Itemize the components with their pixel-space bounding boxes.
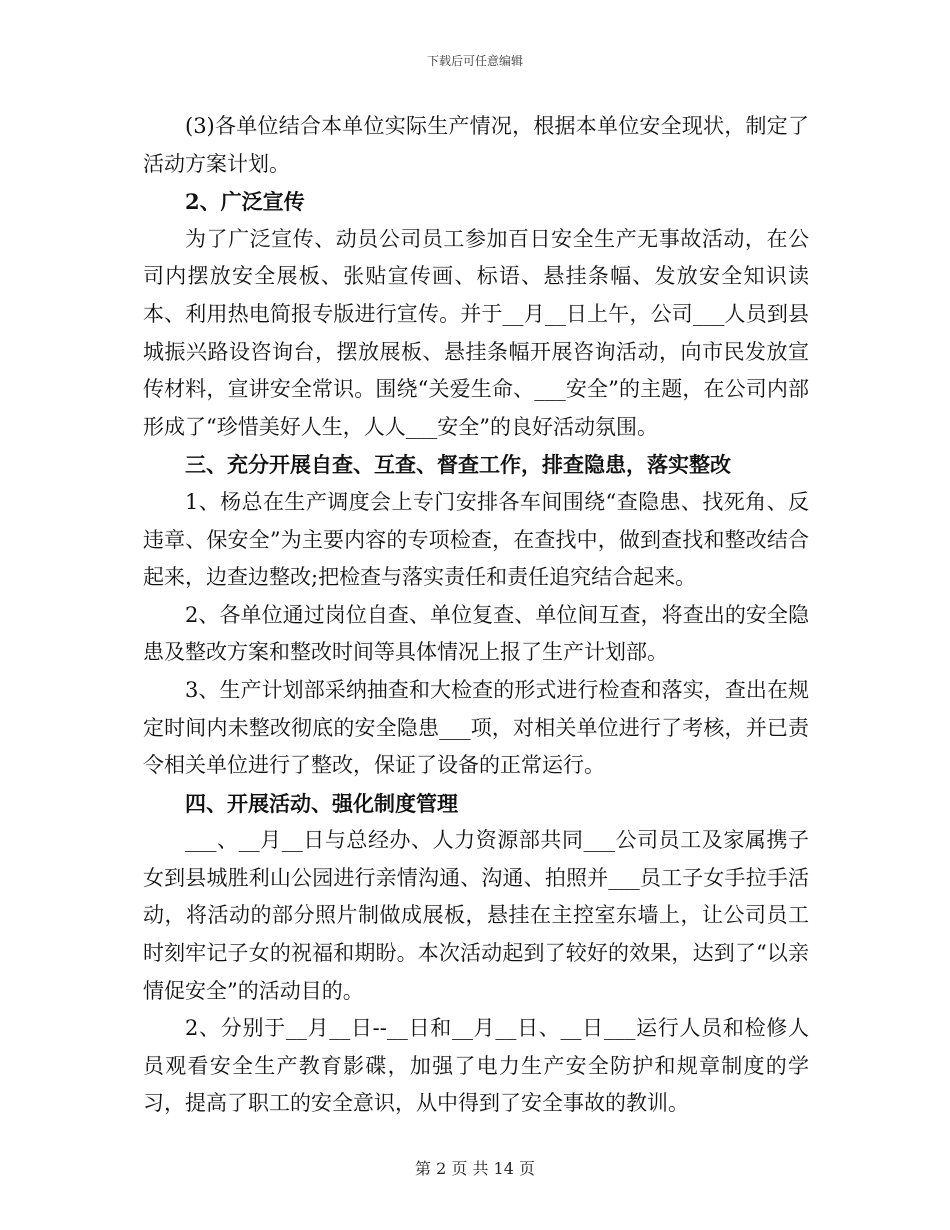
paragraph-publicity: 为了广泛宣传、动员公司员工参加百日安全生产无事故活动，在公司内摆放安全展板、张贴宣传画、标语、悬挂条幅、发放安全知识读本、利用热电简报专版进行宣传。并于__月__日上午，公司___人员到县城振兴路设咨询台，摆放展板、悬挂条幅开展咨询活动，向市民发放宣传材料，宣讲安全常识。围绕“关爱生命、___安全”的主题，在公司内部形成了“珍惜美好人生，人人___安全”的良好活动氛围。 xyxy=(143,226,809,439)
section-heading-publicity: 2、广泛宣传 xyxy=(185,189,305,215)
paragraph-inspection-1: 1、杨总在生产调度会上专门安排各车间围绕“查隐患、找死角、反违章、保安全”为主要内容的专项检查，在查找中，做到查找和整改结合起来，边查边整改;把检查与落实责任和责任追究结合起来。 xyxy=(143,489,809,590)
page-header: 下载后可任意编辑 xyxy=(426,54,523,68)
section-heading-activities: 四、开展活动、强化制度管理 xyxy=(185,790,458,816)
paragraph-inspection-3: 3、生产计划部采纳抽查和大检查的形式进行检查和落实，查出在规定时间内未整改彻底的安全隐患___项，对相关单位进行了考核，并已责令相关单位进行了整改，保证了设备的正常运行。 xyxy=(143,677,809,778)
paragraph-activity-plan: (3)各单位结合本单位实际生产情况，根据本单位安全现状，制定了活动方案计划。 xyxy=(143,114,809,176)
section-heading-inspection: 三、充分开展自查、互查、督查工作，排查隐患，落实整改 xyxy=(185,452,731,478)
page-footer: 第 2 页 共 14 页 xyxy=(415,1159,535,1178)
paragraph-activities-1: ___、__月__日与总经办、人力资源部共同___公司员工及家属携子女到县城胜利山公园进行亲情沟通、沟通、拍照并___员工子女手拉手活动，将活动的部分照片制做成展板，悬挂在主控室东墙上，让公司员工时刻牢记子女的祝福和期盼。本次活动起到了较好的效果，达到了“以亲情促安全”的活动目的。 xyxy=(143,828,809,1003)
paragraph-activities-2: 2、分别于__月__日--__日和__月__日、__日___运行人员和检修人员观看安全生产教育影碟，加强了电力生产安全防护和规章制度的学习，提高了职工的安全意识，从中得到了安全事故的教训。 xyxy=(143,1016,809,1116)
paragraph-inspection-2: 2、各单位通过岗位自查、单位复查、单位间互查，将查出的安全隐患及整改方案和整改时间等具体情况上报了生产计划部。 xyxy=(143,602,809,665)
document-body xyxy=(143,108,809,1123)
